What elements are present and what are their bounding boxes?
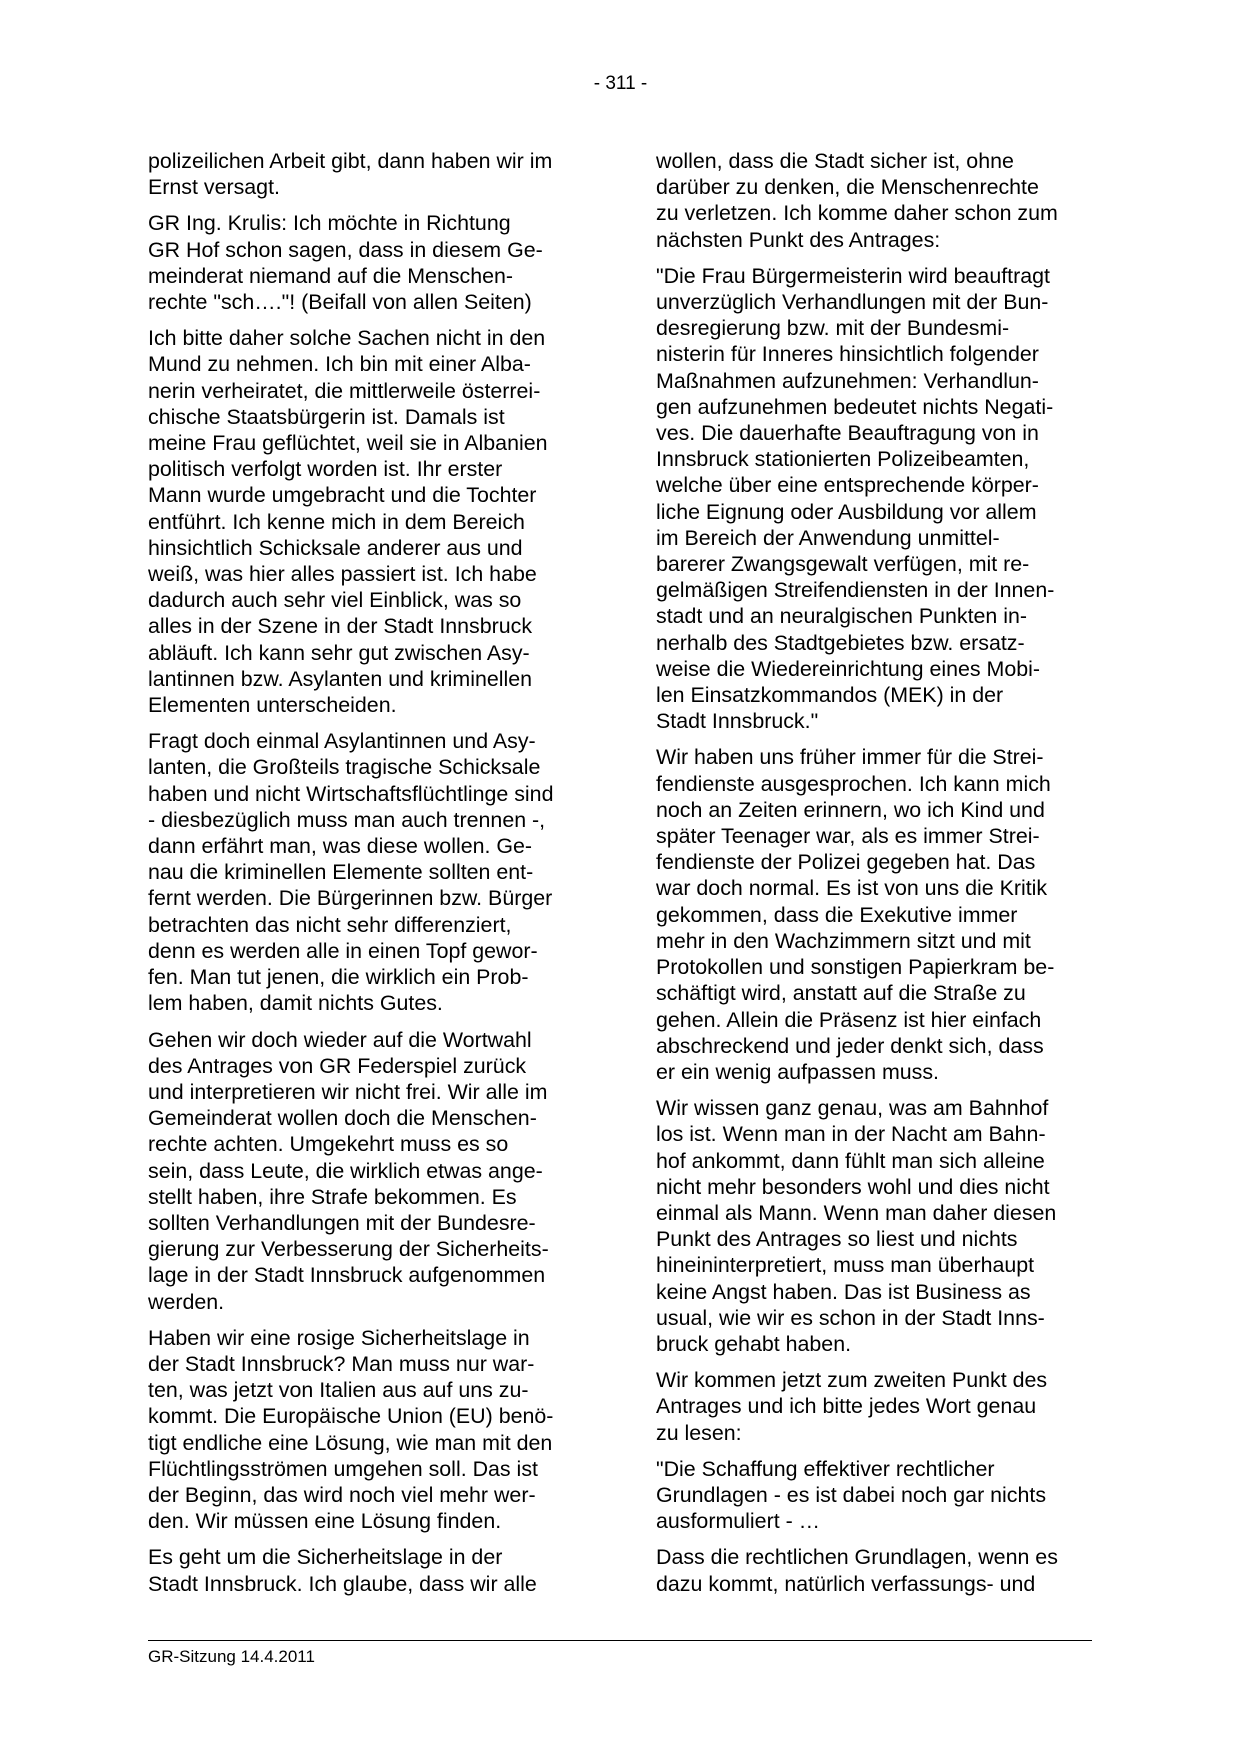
right-column bbox=[656, 148, 1092, 1607]
footer-divider bbox=[148, 1640, 1092, 1641]
left-column bbox=[148, 148, 584, 1607]
paragraph: Gehen wir doch wieder auf die Wortwahl des Antrages von GR Federspiel zurück und interpretieren wir nicht frei. Wir alle im Gemeinderat wollen doch die Menschen- rechte achten. Umgekehrt muss es so sein, dass Leute, die wirklich etwas ange- stellt haben, ihre Strafe bekommen. Es sollten Verhandlungen mit der Bundesre- gierung zur Verbesserung der Sicherheits- lage in der Stadt Innsbruck aufgenommen werden. bbox=[148, 1027, 549, 1314]
paragraph: Wir wissen ganz genau, was am Bahnhof los ist. Wenn man in der Nacht am Bahn- hof ankommt, dann fühlt man sich alleine nicht mehr besonders wohl und dies nicht einmal als Mann. Wenn man daher diesen Punkt des Antrages so liest und nichts hineininterpretiert, muss man überhaupt keine Angst haben. Das ist Business as usual, wie wir es schon in der Stadt Inns- bruck gehabt haben. bbox=[656, 1096, 1057, 1356]
quoted-motion: "Die Frau Bürgermeisterin wird beauftragt unverzüglich Verhandlungen mit der Bun- desregierung bzw. mit der Bundesmi- nisterin für Inneres hinsichtlich folgender Maßnahmen aufzunehmen: Verhandlun- gen aufzunehmen bedeutet nichts Negati- ves. Die dauerhafte Beauftragung von in Innsbruck stationierten Polizeibeamten, welche über eine entsprechende körper- liche Eignung oder Ausbildung vor allem im Bereich der Anwendung unmittel- barerer Zwangsgewalt verfügen, mit re- gelmäßigen Streifendiensten in der Innen- stadt und an neuralgischen Punkten in- nerhalb des Stadtgebietes bzw. ersatz- weise die Wiedereinrichtung eines Mobi- len Einsatzkommandos (MEK) in der Stadt Innsbruck." bbox=[656, 263, 1055, 734]
quoted-motion: "Die Schaffung effektiver rechtlicher Grundlagen - es ist dabei noch gar nichts ausformuliert - … bbox=[656, 1456, 1047, 1534]
paragraph: Es geht um die Sicherheitslage in der Stadt Innsbruck. Ich glaube, dass wir alle bbox=[148, 1545, 537, 1596]
page-number: - 311 - bbox=[593, 73, 648, 94]
paragraph: Wir kommen jetzt zum zweiten Punkt des Antrages und ich bitte jedes Wort genau zu lesen: bbox=[656, 1368, 1048, 1445]
paragraph: Fragt doch einmal Asylantinnen und Asy- lanten, die Großteils tragische Schicksale haben und nicht Wirtschaftsflüchtlinge sind - diesbezüglich muss man auch trennen -, dann erfährt man, was diese wollen. Ge- nau die kriminellen Elemente sollten ent- fernt werden. Die Bürgerinnen bzw. Bürger betrachten das nicht sehr differenziert, denn es werden alle in einen Topf gewor- fen. Man tut jenen, die wirklich ein Prob- lem haben, damit nichts Gutes. bbox=[148, 729, 554, 1016]
paragraph: Ich bitte daher solche Sachen nicht in den Mund zu nehmen. Ich bin mit einer Alba- nerin verheiratet, die mittlerweile österrei- chische Staatsbürgerin ist. Damals ist meine Frau geflüchtet, weil sie in Albanien politisch verfolgt worden ist. Ihr erster Mann wurde umgebracht und die Tochter entführt. Ich kenne mich in dem Bereich hinsichtlich Schicksale anderer aus und weiß, was hier alles passiert ist. Ich habe dadurch auch sehr viel Einblick, was so alles in der Szene in der Stadt Innsbruck abläuft. Ich kann sehr gut zwischen Asy- lantinnen bzw. Asylanten und kriminellen Elementen unterscheiden. bbox=[148, 326, 548, 718]
paragraph: Haben wir eine rosige Sicherheitslage in der Stadt Innsbruck? Man muss nur war- ten, was jetzt von Italien aus auf uns zu- kommt. Die Europäische Union (EU) benö- tigt endliche eine Lösung, wie man mit den Flüchtlingsströmen umgehen soll. Das ist der Beginn, das wird noch viel mehr wer- den. Wir müssen eine Lösung finden. bbox=[148, 1325, 554, 1534]
paragraph: Wir haben uns früher immer für die Strei- fendienste ausgesprochen. Ich kann mich noch an Zeiten erinnern, wo ich Kind und später Teenager war, als es immer Strei- fendienste der Polizei gegeben hat. Das war doch normal. Es ist von uns die Kritik gekommen, dass die Exekutive immer mehr in den Wachzimmern sitzt und mit Protokollen und sonstigen Papierkram be- schäftigt wird, anstatt auf die Straße zu gehen. Allein die Präsenz ist hier einfach abschreckend und jeder denkt sich, dass er ein wenig aufpassen muss. bbox=[656, 745, 1055, 1084]
paragraph: wollen, dass die Stadt sicher ist, ohne darüber zu denken, die Menschenrechte zu verletzen. Ich komme daher schon zum nächsten Punkt des Antrages: bbox=[656, 149, 1058, 252]
paragraph: polizeilichen Arbeit gibt, dann haben wir im Ernst versagt. bbox=[148, 149, 553, 200]
paragraph: Dass die rechtlichen Grundlagen, wenn es dazu kommt, natürlich verfassungs- und bbox=[656, 1545, 1058, 1596]
footer-session-label: GR-Sitzung 14.4.2011 bbox=[148, 1647, 315, 1666]
paragraph: GR Ing. Krulis: Ich möchte in Richtung GR Hof schon sagen, dass in diesem Ge- meinderat niemand auf die Menschen- rechte "sch…."! (Beifall von allen Seiten) bbox=[148, 211, 543, 315]
